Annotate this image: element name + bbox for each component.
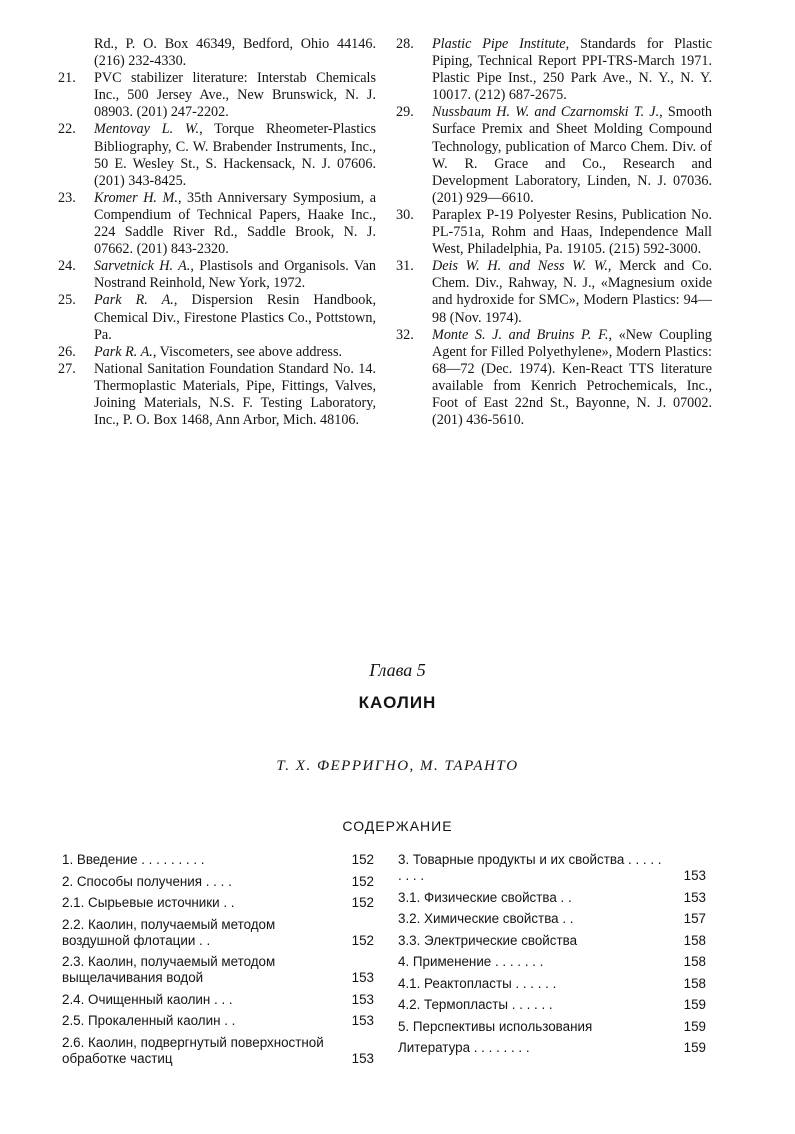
reference-author: Plastic Pipe Institute <box>432 36 566 52</box>
reference-author: Park R. A. <box>94 343 153 360</box>
reference-number: 21. <box>58 70 76 87</box>
toc-entry-title: 2.1. Сырьевые источники . . <box>62 895 235 910</box>
toc-left-column <box>62 852 374 1072</box>
chapter-title: КАОЛИН <box>358 693 437 712</box>
reference-author: Nussbaum H. W. and Czarnomski T. J. <box>432 104 660 121</box>
toc-entry-page: 157 <box>683 911 706 926</box>
toc-entry-page: 152 <box>351 873 374 889</box>
toc-entry-title: 3. Товарные продукты и их свойства . . . . . . . . . <box>398 852 662 883</box>
toc-entry <box>62 852 374 868</box>
toc-entry-page: 158 <box>683 954 706 969</box>
toc-entry <box>398 997 706 1013</box>
toc-entry <box>398 933 706 949</box>
toc-entry-title: 5. Перспективы использования <box>398 1018 593 1034</box>
toc-entry-title: 1. Введение . . . . . . . . . <box>62 852 205 867</box>
reference-item <box>58 121 376 189</box>
toc-entry <box>62 917 374 949</box>
toc-entry-title: 2.2. Каолин, получаемый методом воздушной флотации . . <box>62 916 276 948</box>
toc-entry <box>398 976 706 992</box>
reference-body: Rd., P. O. Box 46349, Bedford, Ohio 44146. (216) 232-4330. <box>94 36 376 70</box>
reference-body: , Torque Rheometer-Plastics Bibliography, C. W. Brabender Instruments, Inc., 50 E. Wesley St., S. Hackensack, N. J. 07606. (201) 343-8425. <box>94 121 376 189</box>
toc-entry-page: 153 <box>351 970 374 985</box>
toc-entry <box>62 1035 374 1067</box>
toc-entry <box>398 852 706 884</box>
reference-number: 25. <box>58 292 76 309</box>
toc-entry-title: 4. Применение . . . . . . . <box>398 954 544 969</box>
toc-entry-page: 152 <box>351 932 374 948</box>
reference-item <box>58 70 376 121</box>
reference-text <box>432 207 712 258</box>
reference-item <box>58 258 376 292</box>
toc-entry-page: 159 <box>683 997 706 1012</box>
reference-item <box>58 361 376 429</box>
reference-number: 24. <box>58 258 76 275</box>
toc-entry-title: 2.5. Прокаленный каолин . . <box>62 1013 236 1028</box>
toc-entry <box>398 954 706 970</box>
reference-item <box>396 104 712 207</box>
chapter-authors: Т. Х. ФЕРРИГНО, М. ТАРАНТО <box>276 758 519 774</box>
toc-entry-page: 158 <box>683 932 706 948</box>
reference-body: , Standards for Plastic Piping, Technical Report PPI-TRS-March 1971. Plastic Pipe Inst., 250 Park Ave., N. Y., N. Y. 10017. (212) 687-2675. <box>432 36 712 104</box>
reference-body: National Sanitation Foundation Standard No. 14. Thermoplastic Materials, Pipe, Fittings, Valves, Joining Materials, N.S. F. Testing Laboratory, Inc., P. O. Box 1468, Ann Arbor, Mich. 48106. <box>94 360 376 429</box>
toc-entry-page: 159 <box>683 1018 706 1034</box>
toc-entry <box>398 1040 706 1056</box>
toc-entry <box>62 874 374 890</box>
reference-item <box>58 36 376 70</box>
reference-author: Sarvetnick H. A. <box>94 258 191 275</box>
reference-body: , 35th Anniversary Symposium, a Compendium of Technical Papers, Haake Inc., 224 Saddle River Rd., Saddle Brook, N. J. 07662. (201) 843-2320. <box>94 189 376 258</box>
reference-author: Mentovay L. W. <box>94 121 200 138</box>
toc-entry-title: 2.6. Каолин, подвергнутый поверхностной обработке частиц <box>62 1034 324 1066</box>
reference-text <box>94 190 376 258</box>
reference-text <box>94 258 376 292</box>
reference-number: 31. <box>396 258 414 275</box>
toc-entry <box>62 1013 374 1029</box>
reference-item <box>58 292 376 343</box>
toc-entry <box>62 954 374 986</box>
reference-text <box>94 70 376 121</box>
reference-number: 27. <box>58 360 76 377</box>
reference-number: 22. <box>58 121 76 138</box>
toc-entry-title: 3.1. Физические свойства . . <box>398 889 572 905</box>
reference-body: , Dispersion Resin Handbook, Chemical Div., Firestone Plastics Co., Pottstown, Pa. <box>94 292 376 343</box>
reference-text <box>94 361 376 429</box>
toc-entry-title: 2. Способы получения . . . . <box>62 873 232 889</box>
reference-item <box>58 190 376 258</box>
toc-entry <box>398 911 706 927</box>
reference-text <box>432 258 712 326</box>
reference-text <box>432 104 712 207</box>
reference-text <box>58 36 376 70</box>
reference-body: , Viscometers, see above address. <box>152 343 343 360</box>
reference-text <box>94 121 376 189</box>
toc-entry-page: 153 <box>351 1013 374 1028</box>
reference-number: 28. <box>396 36 414 52</box>
reference-body: Paraplex P-19 Polyester Resins, Publication No. PL-751a, Rohm and Haas, Independence Mall West, Philadelphia, Pa. 19105. (215) 592-3000. <box>432 206 712 258</box>
toc-entry-title: 2.3. Каолин, получаемый методом выщелачивания водой <box>62 954 276 985</box>
toc-entry-page: 152 <box>351 895 374 910</box>
reference-item <box>396 258 712 326</box>
toc-heading: СОДЕРЖАНИЕ <box>342 818 453 834</box>
reference-number: 32. <box>396 326 414 343</box>
toc-entry-page: 153 <box>351 1050 374 1066</box>
reference-number: 26. <box>58 343 76 360</box>
reference-text <box>432 327 712 430</box>
toc-entry-page: 152 <box>351 852 374 867</box>
reference-body: , «New Coupling Agent for Filled Polyethylene», Modern Plastics: 68—72 (Dec. 1974). Ken-React TTS literature available from Kenrich Petrochemicals, Inc., Foot of East 22nd St., Bayonne, N. J. 07002. (201) 436-5610. <box>432 326 712 429</box>
toc-entry <box>398 890 706 906</box>
toc-entry-title: 3.3. Электрические свойства <box>398 932 578 948</box>
toc-entry-title: 4.2. Термопласты . . . . . . <box>398 997 553 1012</box>
toc-entry-page: 159 <box>683 1040 706 1055</box>
toc-entry <box>62 992 374 1008</box>
reference-text <box>94 292 376 343</box>
reference-body: , Plastisols and Organisols. Van Nostrand Reinhold, New York, 1972. <box>94 258 376 292</box>
toc-entry-title: 4.1. Реактопласты . . . . . . <box>398 975 557 991</box>
reference-number: 29. <box>396 104 414 121</box>
reference-text <box>94 344 376 361</box>
chapter-label: Глава 5 <box>369 660 426 680</box>
toc-entry-title: 3.2. Химические свойства . . <box>398 911 574 926</box>
toc-entry-title: Литература . . . . . . . . <box>398 1040 530 1055</box>
reference-author: Kromer H. M. <box>94 189 178 206</box>
toc-entry-page: 153 <box>683 889 706 905</box>
toc-entry-page: 158 <box>683 975 706 991</box>
reference-author: Deis W. H. and Ness W. W. <box>432 258 608 275</box>
reference-item <box>396 36 712 104</box>
toc-entry-page: 153 <box>683 868 706 883</box>
references-right-column <box>396 36 712 429</box>
reference-body: , Smooth Surface Premix and Sheet Molding Compound Technology, publication of Marco Chem. Div. of W. R. Grace and Co., Research and Development Laboratory, Linden, N. J. 07036. (201) 929—6610. <box>432 104 712 206</box>
reference-author: Monte S. J. and Bruins P. F. <box>432 326 609 343</box>
reference-text <box>432 36 712 104</box>
toc-entry-title: 2.4. Очищенный каолин . . . <box>62 991 233 1007</box>
reference-number: 23. <box>58 189 76 206</box>
toc-entry <box>398 1019 706 1035</box>
reference-item <box>396 207 712 258</box>
toc-right-column <box>398 852 706 1062</box>
reference-number: 30. <box>396 206 414 223</box>
reference-body: , Merck and Co. Chem. Div., Rahway, N. J., «Magnesium oxide and hydroxide for SMC», Modern Plastics: 94—98 (Nov. 1974). <box>432 258 712 326</box>
references-left-column <box>58 36 376 429</box>
toc-entry-page: 153 <box>351 991 374 1007</box>
reference-item <box>58 344 376 361</box>
reference-author: Park R. A. <box>94 292 174 309</box>
reference-item <box>396 327 712 430</box>
reference-body: PVC stabilizer literature: Interstab Chemicals Inc., 500 Jersey Ave., New Brunswick, N. J. 08903. (201) 247-2202. <box>94 70 376 121</box>
toc-entry <box>62 895 374 911</box>
